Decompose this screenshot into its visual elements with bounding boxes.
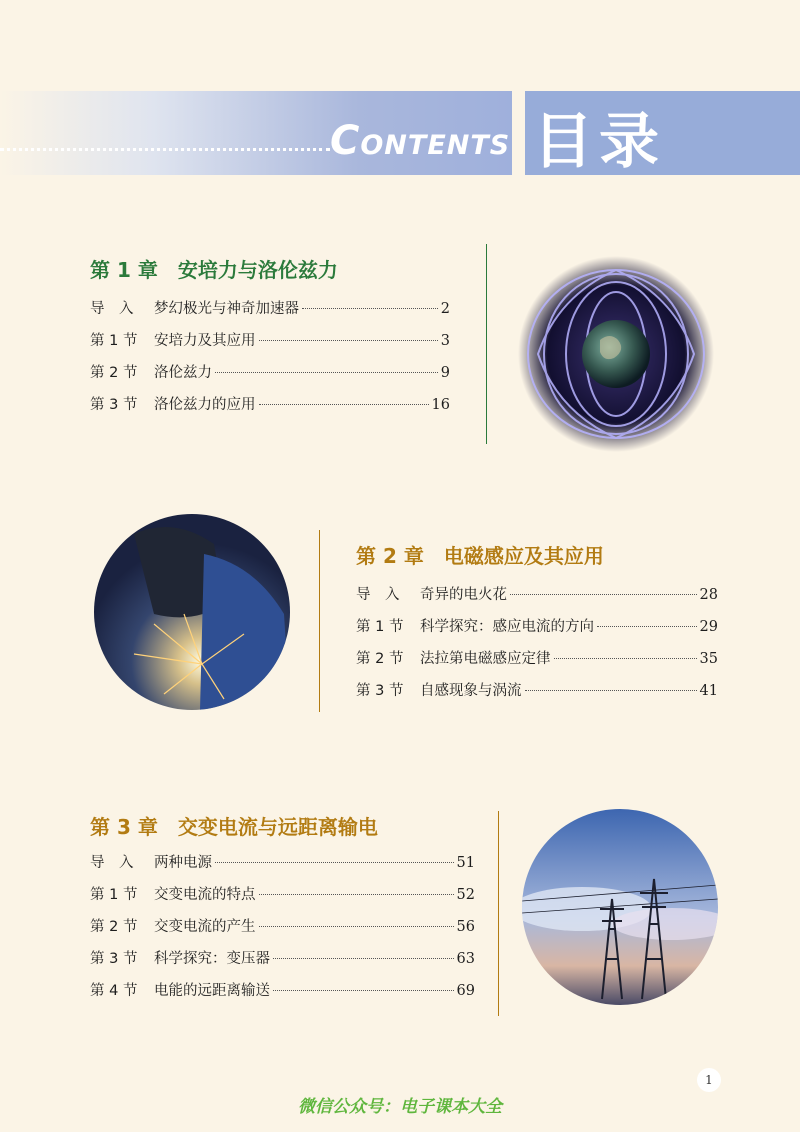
chapter-heading[interactable]: 第 2 章 电磁感应及其应用 <box>356 544 604 568</box>
toc-item[interactable] <box>356 583 718 615</box>
toc-page: 2 <box>440 301 450 317</box>
chapter-divider <box>498 811 499 1016</box>
contents-label: CONTENTS <box>330 118 511 164</box>
toc-title: 洛伦兹力 <box>154 365 212 381</box>
toc-list <box>90 851 475 1011</box>
toc-title: 科学探究：变压器 <box>154 951 270 967</box>
leader-dots <box>215 862 454 863</box>
toc-page: 28 <box>699 587 718 603</box>
toc-title: 交变电流的产生 <box>154 919 256 935</box>
welding-sparks-image <box>94 514 290 710</box>
chapter-heading[interactable]: 第 1 章 安培力与洛伦兹力 <box>90 258 338 282</box>
toc-item[interactable] <box>356 679 718 711</box>
toc-label: 第 1 节 <box>356 619 404 635</box>
toc-list <box>90 297 450 425</box>
leader-dots <box>302 308 438 309</box>
leader-dots <box>273 990 454 991</box>
toc-title: 自感现象与涡流 <box>420 683 522 699</box>
toc-item[interactable] <box>356 647 718 679</box>
toc-page: 63 <box>456 951 475 967</box>
chapter-3 <box>90 811 490 999</box>
toc-page: 52 <box>456 887 475 903</box>
toc-item[interactable] <box>90 393 450 425</box>
toc-label: 导 入 <box>90 301 134 317</box>
toc-page: 29 <box>699 619 718 635</box>
toc-page: 3 <box>440 333 450 349</box>
toc-title: 安培力及其应用 <box>154 333 256 349</box>
toc-title: 法拉第电磁感应定律 <box>420 651 551 667</box>
page-title: 目录 <box>533 107 665 177</box>
page-number: 1 <box>697 1068 721 1092</box>
footer-watermark: 微信公众号：电子课本大全 <box>298 1097 502 1117</box>
toc-title: 洛伦兹力的应用 <box>154 397 256 413</box>
toc-label: 第 3 节 <box>90 397 138 413</box>
toc-label: 第 2 节 <box>90 365 138 381</box>
leader-dots <box>215 372 438 373</box>
toc-item[interactable] <box>90 915 475 947</box>
toc-label: 第 3 节 <box>90 951 138 967</box>
toc-label: 第 4 节 <box>90 983 138 999</box>
toc-title: 电能的远距离输送 <box>154 983 270 999</box>
leader-dots <box>597 626 697 627</box>
leader-dots <box>259 926 454 927</box>
toc-label: 第 1 节 <box>90 333 138 349</box>
toc-label: 导 入 <box>356 587 400 603</box>
leader-dots <box>510 594 697 595</box>
toc-list <box>356 583 718 711</box>
leader-dots <box>259 894 454 895</box>
chapter-2 <box>356 540 718 699</box>
toc-page: 56 <box>456 919 475 935</box>
toc-page: 41 <box>699 683 718 699</box>
toc-item[interactable] <box>90 851 475 883</box>
toc-title: 奇异的电火花 <box>420 587 507 603</box>
toc-page: 35 <box>699 651 718 667</box>
toc-label: 第 2 节 <box>356 651 404 667</box>
banner-dotted-line <box>0 148 330 151</box>
toc-title: 两种电源 <box>154 855 212 871</box>
chapter-divider <box>319 530 320 712</box>
toc-label: 第 1 节 <box>90 887 138 903</box>
toc-title: 交变电流的特点 <box>154 887 256 903</box>
chapter-heading[interactable]: 第 3 章 交变电流与远距离输电 <box>90 815 378 839</box>
toc-item[interactable] <box>90 883 475 915</box>
toc-item[interactable] <box>90 979 475 1011</box>
toc-title: 科学探究：感应电流的方向 <box>420 619 594 635</box>
toc-item[interactable] <box>356 615 718 647</box>
toc-label: 导 入 <box>90 855 134 871</box>
toc-page: 51 <box>456 855 475 871</box>
leader-dots <box>273 958 454 959</box>
leader-dots <box>525 690 697 691</box>
leader-dots <box>259 404 429 405</box>
toc-item[interactable] <box>90 361 450 393</box>
toc-item[interactable] <box>90 947 475 979</box>
leader-dots <box>554 658 697 659</box>
earth-magnetic-field-image <box>518 256 714 452</box>
power-towers-image <box>522 809 718 1005</box>
toc-title: 梦幻极光与神奇加速器 <box>154 301 299 317</box>
toc-label: 第 2 节 <box>90 919 138 935</box>
toc-page: 9 <box>440 365 450 381</box>
toc-item[interactable] <box>90 297 450 329</box>
toc-page: 69 <box>456 983 475 999</box>
toc-page: 16 <box>431 397 450 413</box>
chapter-1 <box>90 254 490 413</box>
leader-dots <box>259 340 438 341</box>
toc-item[interactable] <box>90 329 450 361</box>
toc-label: 第 3 节 <box>356 683 404 699</box>
chapter-divider <box>486 244 487 444</box>
